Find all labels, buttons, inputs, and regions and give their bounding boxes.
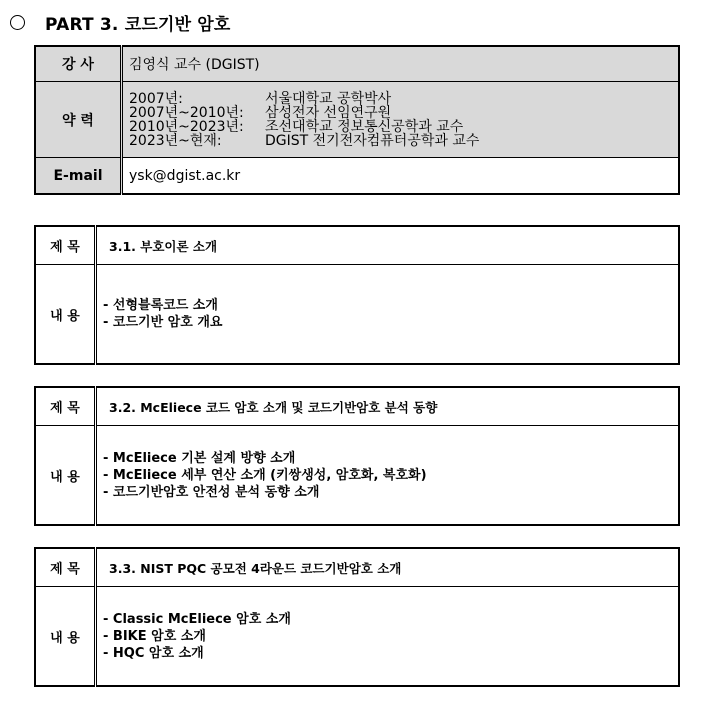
content-item: - HQC 암호 소개 [103,645,204,661]
content-item: - McEliece 기본 설계 방향 소개 [103,450,296,466]
career-desc: 서울대학교 공학박사 [265,90,392,107]
topic-title: 3.1. 부호이론 소개 [96,226,680,265]
lecturer-label: 강 사 [35,46,122,82]
topic-content [96,426,680,526]
career-label: 약 력 [35,82,122,158]
career-entry [129,120,678,134]
email-label: E-mail [35,158,122,195]
content-item: - McEliece 세부 연산 소개 (키쌍생성, 암호화, 복호화) [103,467,427,483]
career-period: 2007년: [129,90,183,107]
career-desc: 조선대학교 정보통신공학과 교수 [265,118,464,135]
topic-table-2 [34,386,680,526]
topic-content-label: 내 용 [35,426,96,526]
career-list [122,82,680,158]
career-period: 2010년~2023년: [129,118,244,135]
topic-title-label: 제 목 [35,548,96,587]
content-item: - Classic McEliece 암호 소개 [103,611,291,627]
career-desc: DGIST 전기전자컴퓨터공학과 교수 [265,132,480,149]
topic-title: 3.3. NIST PQC 공모전 4라운드 코드기반암호 소개 [96,548,680,587]
topic-content-label: 내 용 [35,265,96,365]
instructor-table [34,45,680,195]
topic-content-label: 내 용 [35,587,96,687]
career-entry [129,106,678,120]
content-item: - BIKE 암호 소개 [103,628,206,644]
topic-table-1 [34,225,680,365]
career-entry [129,134,678,148]
section-title: PART 3. 코드기반 암호 [45,14,231,35]
topic-table-3 [34,547,680,687]
content-item: - 코드기반 암호 개요 [103,315,223,330]
topic-title: 3.2. McEliece 코드 암호 소개 및 코드기반암호 분석 동향 [96,387,680,426]
content-item: - 코드기반암호 안전성 분석 동향 소개 [103,484,320,500]
content-item: - 선형블록코드 소개 [103,298,218,313]
career-period: 2023년~현재: [129,132,222,149]
topic-content [96,587,680,687]
circle-bullet-icon [10,15,25,30]
topic-content [96,265,680,365]
lecturer-value: 김영식 교수 (DGIST) [122,46,680,82]
career-desc: 삼성전자 선임연구원 [265,104,392,121]
career-entry [129,92,678,106]
email-value: ysk@dgist.ac.kr [122,158,680,195]
section-header [8,8,231,36]
topic-title-label: 제 목 [35,387,96,426]
career-period: 2007년~2010년: [129,104,244,121]
topic-title-label: 제 목 [35,226,96,265]
